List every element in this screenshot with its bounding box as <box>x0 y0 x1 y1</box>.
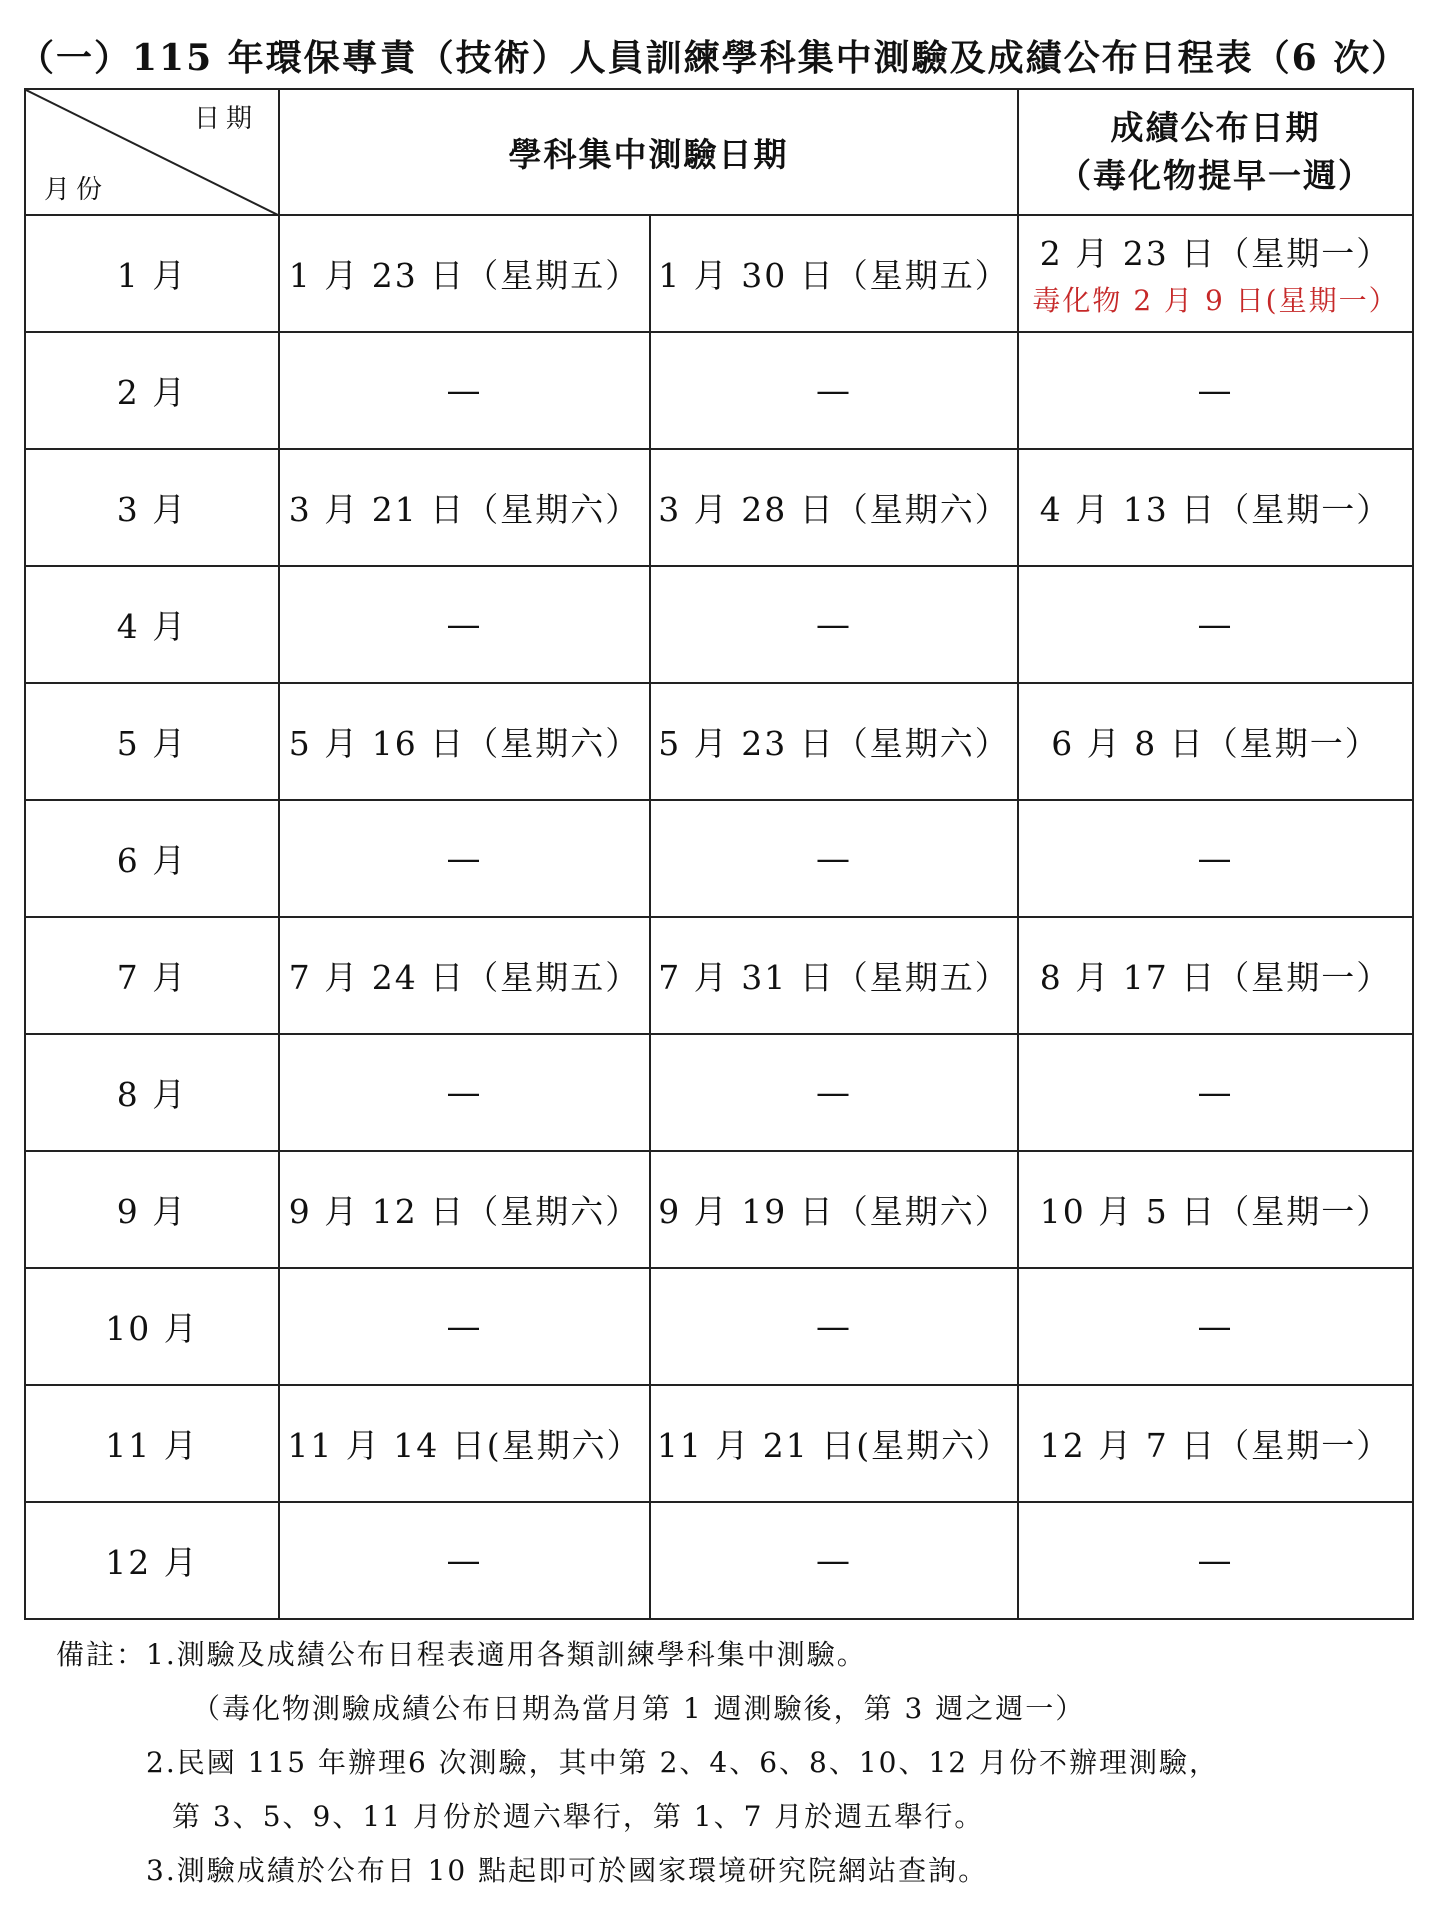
month-cell-text: 3 月 <box>116 490 188 529</box>
exam-date-1-cell <box>279 1502 650 1619</box>
corner-header-cell <box>25 89 279 215</box>
exam-date-1-cell-text: — <box>446 1540 483 1581</box>
table-row <box>25 683 1413 800</box>
month-cell <box>25 683 279 800</box>
exam-date-1-cell <box>279 1385 650 1502</box>
month-cell <box>25 1034 279 1151</box>
publish-date-cell-text: — <box>1197 838 1234 879</box>
exam-date-2-cell <box>650 917 1018 1034</box>
table-row <box>25 917 1413 1034</box>
corner-date-label: 日期 <box>193 104 258 134</box>
publish-date-cell <box>1018 566 1413 683</box>
publish-date-cell-text: — <box>1197 370 1234 411</box>
remarks <box>56 1628 1436 1898</box>
table-row <box>25 215 1413 332</box>
exam-date-2-cell <box>650 215 1018 332</box>
exam-date-1-cell <box>279 1151 650 1268</box>
table-row <box>25 1151 1413 1268</box>
publish-date-cell-text: 8 月 17 日（星期一） <box>1039 958 1392 997</box>
publish-date-cell <box>1018 449 1413 566</box>
exam-date-1-cell-text: — <box>446 1306 483 1347</box>
month-cell <box>25 215 279 332</box>
exam-date-2-cell-text: — <box>816 1072 852 1113</box>
exam-date-2-cell-text: 1 月 30 日（星期五） <box>658 256 1010 295</box>
exam-date-2-cell <box>650 1151 1018 1268</box>
exam-date-1-cell-text: — <box>446 604 483 645</box>
publish-date-cell-text: 4 月 13 日（星期一） <box>1039 490 1392 529</box>
exam-date-1-cell-text: 1 月 23 日（星期五） <box>288 256 641 295</box>
month-cell-text: 12 月 <box>105 1543 199 1582</box>
exam-date-2-cell <box>650 332 1018 449</box>
exam-date-2-cell <box>650 683 1018 800</box>
month-cell <box>25 917 279 1034</box>
exam-date-1-cell-text: 11 月 14 日(星期六） <box>287 1426 642 1465</box>
month-cell-text: 6 月 <box>116 841 188 880</box>
exam-date-1-cell <box>279 1268 650 1385</box>
exam-date-2-cell <box>650 800 1018 917</box>
publish-date-cell <box>1018 1034 1413 1151</box>
month-cell-text: 1 月 <box>116 256 188 295</box>
table-row <box>25 1268 1413 1385</box>
month-cell <box>25 332 279 449</box>
publish-date-cell-text: 2 月 23 日（星期一） <box>1039 234 1392 273</box>
table-row <box>25 1385 1413 1502</box>
exam-date-1-cell-text: 3 月 21 日（星期六） <box>288 490 641 529</box>
publish-date-cell <box>1018 1151 1413 1268</box>
exam-date-2-cell-text: — <box>816 1306 852 1347</box>
exam-date-1-cell-text: 9 月 12 日（星期六） <box>288 1192 641 1231</box>
month-cell-text: 8 月 <box>116 1075 188 1114</box>
page-title: （一）115 年環保專責（技術）人員訓練學科集中測驗及成績公布日程表（6 次） <box>18 37 1410 79</box>
exam-date-1-cell-text: — <box>446 1072 483 1113</box>
publish-date-header <box>1018 89 1413 215</box>
publish-date-cell-text: 12 月 7 日（星期一） <box>1039 1426 1392 1465</box>
remark-line-4: 第 3、5、9、11 月份於週六舉行，第 1、7 月於週五舉行。 <box>172 1800 985 1833</box>
publish-date-cell <box>1018 215 1413 332</box>
table-row <box>25 332 1413 449</box>
exam-date-header: 學科集中測驗日期 <box>279 89 1018 215</box>
remark-line-1: 備註：1.測驗及成績公布日程表適用各類訓練學科集中測驗。 <box>56 1638 867 1671</box>
month-cell-text: 11 月 <box>105 1426 199 1465</box>
publish-header-line1: 成績公布日期 <box>1110 108 1321 147</box>
table-row <box>25 449 1413 566</box>
toxic-publish-note: 毒化物 2 月 9 日(星期一） <box>1032 284 1399 317</box>
month-cell-text: 5 月 <box>116 724 188 763</box>
exam-date-2-cell-text: 7 月 31 日（星期五） <box>658 958 1010 997</box>
exam-date-2-cell-text: 11 月 21 日(星期六） <box>656 1426 1012 1465</box>
table-row <box>25 1502 1413 1619</box>
schedule-table <box>24 88 1414 1620</box>
exam-date-2-cell-text: 3 月 28 日（星期六） <box>658 490 1010 529</box>
remark-line-3: 2.民國 115 年辦理6 次測驗，其中第 2、4、6、8、10、12 月份不辦理測驗， <box>146 1746 1219 1779</box>
exam-date-2-cell-text: 5 月 23 日（星期六） <box>658 724 1010 763</box>
exam-date-1-cell <box>279 917 650 1034</box>
publish-date-cell <box>1018 683 1413 800</box>
month-cell-text: 4 月 <box>116 607 188 646</box>
exam-date-2-cell <box>650 1502 1018 1619</box>
month-cell <box>25 800 279 917</box>
publish-date-cell <box>1018 917 1413 1034</box>
month-cell <box>25 1502 279 1619</box>
exam-date-1-cell <box>279 800 650 917</box>
exam-date-2-cell <box>650 566 1018 683</box>
exam-date-1-cell-text: 7 月 24 日（星期五） <box>288 958 641 997</box>
exam-date-1-cell <box>279 566 650 683</box>
publish-date-cell <box>1018 1502 1413 1619</box>
header-row <box>25 89 1413 215</box>
exam-date-2-cell-text: 9 月 19 日（星期六） <box>658 1192 1010 1231</box>
month-cell <box>25 566 279 683</box>
publish-header-line2: （毒化物提早一週） <box>1058 156 1373 195</box>
publish-date-cell <box>1018 332 1413 449</box>
publish-date-cell-text: — <box>1197 1306 1234 1347</box>
table-row <box>25 1034 1413 1151</box>
exam-date-2-cell <box>650 1034 1018 1151</box>
publish-date-cell-text: 10 月 5 日（星期一） <box>1039 1192 1392 1231</box>
corner-month-label: 月份 <box>44 175 109 205</box>
month-cell-text: 9 月 <box>116 1192 188 1231</box>
publish-date-cell-text: — <box>1197 1072 1234 1113</box>
exam-date-2-cell-text: — <box>816 370 852 411</box>
month-cell <box>25 1385 279 1502</box>
exam-date-1-cell-text: — <box>446 838 483 879</box>
month-cell <box>25 449 279 566</box>
exam-date-1-cell <box>279 332 650 449</box>
exam-date-2-cell <box>650 1268 1018 1385</box>
month-cell-text: 2 月 <box>116 373 188 412</box>
schedule-rows <box>25 215 1413 1619</box>
exam-date-1-cell <box>279 1034 650 1151</box>
exam-date-1-cell <box>279 449 650 566</box>
publish-date-cell <box>1018 1385 1413 1502</box>
exam-date-1-cell-text: 5 月 16 日（星期六） <box>288 724 641 763</box>
table-row <box>25 566 1413 683</box>
exam-date-2-cell-text: — <box>816 838 852 879</box>
month-cell-text: 7 月 <box>116 958 188 997</box>
exam-date-1-cell <box>279 215 650 332</box>
publish-date-cell <box>1018 800 1413 917</box>
month-cell <box>25 1268 279 1385</box>
publish-date-cell-text: — <box>1197 604 1234 645</box>
table-row <box>25 800 1413 917</box>
exam-date-2-cell <box>650 1385 1018 1502</box>
exam-date-1-cell-text: — <box>446 370 483 411</box>
exam-date-2-cell <box>650 449 1018 566</box>
publish-date-cell-text: 6 月 8 日（星期一） <box>1051 724 1380 763</box>
exam-date-1-cell <box>279 683 650 800</box>
month-cell <box>25 1151 279 1268</box>
remark-line-2: （毒化物測驗成績公布日期為當月第 1 週測驗後，第 3 週之週一） <box>192 1692 1086 1725</box>
publish-date-cell-text: — <box>1197 1540 1234 1581</box>
exam-date-2-cell-text: — <box>816 1540 852 1581</box>
exam-date-2-cell-text: — <box>816 604 852 645</box>
remark-line-5: 3.測驗成績於公布日 10 點起即可於國家環境研究院網站查詢。 <box>146 1854 989 1887</box>
month-cell-text: 10 月 <box>105 1309 199 1348</box>
publish-date-cell <box>1018 1268 1413 1385</box>
